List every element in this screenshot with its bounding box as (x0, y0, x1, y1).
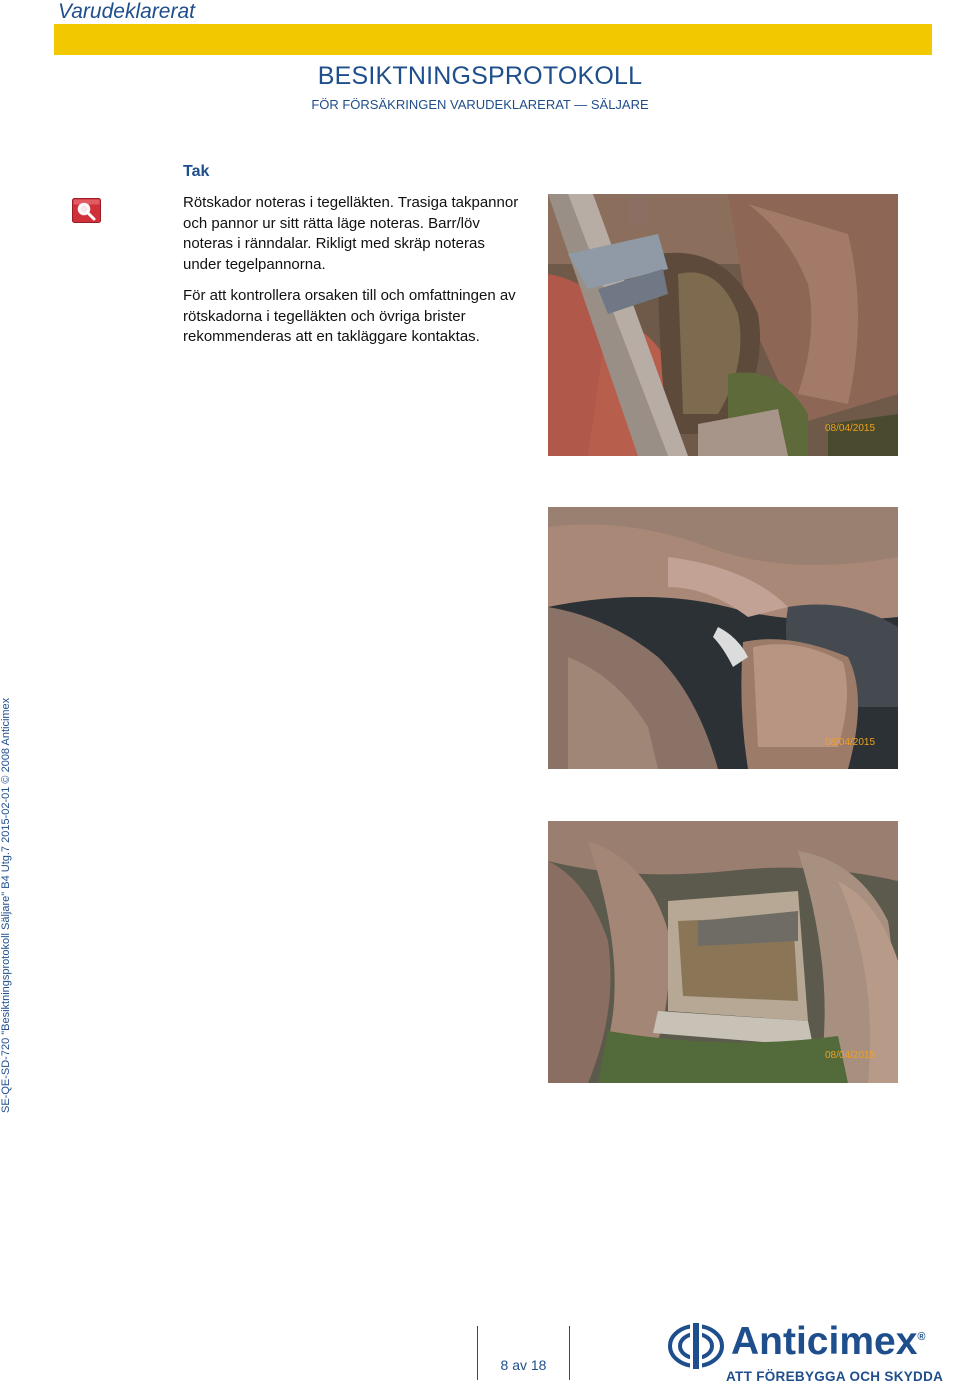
recommendation-paragraph: För att kontrollera orsaken till och omfattningen av rötskadorna i tegelläkten och övriga brister rekommenderas att en takläggare kontaktas. (183, 287, 516, 345)
header-yellow-bar (54, 24, 932, 55)
document-side-reference: SE-QE-SD-720 "Besiktningsprotokoll Säljare" B4 Utg.7 2015-02-01 © 2008 Anticimex (0, 697, 12, 1113)
roof-photo-1 (548, 194, 898, 456)
page-subtitle: FÖR FÖRSÄKRINGEN VARUDEKLARERAT — SÄLJARE (311, 97, 649, 112)
photo-date-stamp: 08/04/2015 (825, 1050, 876, 1061)
logo-tagline: ATT FÖREBYGGA OCH SKYDDA (726, 1369, 944, 1384)
roof-photo-2 (548, 507, 898, 769)
page-number: 8 av 18 (500, 1357, 547, 1373)
logo-mark-icon (668, 1323, 724, 1369)
page-title: BESIKTNINGSPROTOKOLL (317, 62, 643, 90)
anticimex-logo (668, 1320, 948, 1392)
magnifier-icon (72, 198, 101, 223)
logo-wordmark: Anticimex® (731, 1320, 926, 1363)
photo-date-stamp: 08/04/2015 (825, 737, 876, 748)
header-brand: Varudeklarerat (58, 0, 195, 23)
photo-date-stamp: 08/04/2015 (825, 423, 876, 434)
finding-paragraph: Rötskador noteras i tegelläkten. Trasiga takpannor och pannor ur sitt rätta läge noteras. Barr/löv noteras i ränndalar. Rikligt med skräp noteras under tegelpannorna. (183, 194, 519, 273)
section-title: Tak (183, 163, 210, 180)
roof-photo-3 (548, 821, 898, 1083)
